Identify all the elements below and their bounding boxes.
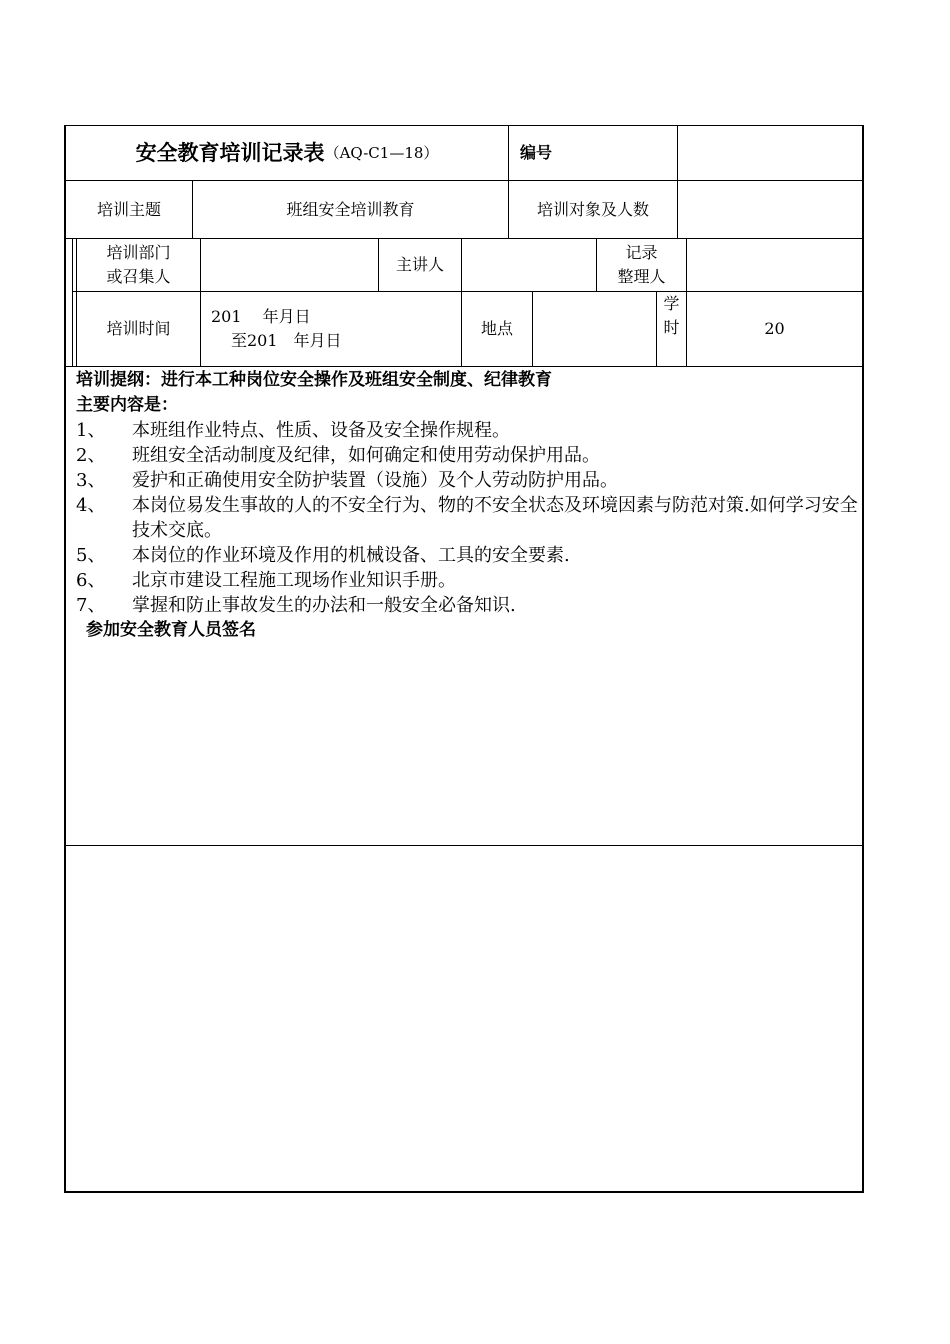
form-code: （AQ-C1—18） [324, 144, 439, 162]
list-item-number: 1、 [76, 420, 106, 441]
form-title [66, 126, 508, 180]
hours-label-line1: 学 [663, 294, 680, 313]
list-item-text: 班组安全活动制度及纪律，如何确定和使用劳动保护用品。 [132, 445, 600, 466]
content-list [76, 418, 861, 618]
number-value[interactable] [678, 126, 862, 180]
hours-value[interactable]: 20 [764, 319, 785, 338]
time-line1: 201 年月日 [211, 307, 311, 326]
hours-label-line2: 时 [663, 318, 680, 337]
list-item-text: 本班组作业特点、性质、设备及安全操作规程。 [132, 420, 510, 441]
dept-label-line1: 培训部门 [106, 243, 171, 262]
time-label: 培训时间 [106, 319, 171, 338]
list-item [76, 468, 861, 493]
list-item-number: 6、 [76, 570, 106, 591]
list-item [76, 493, 861, 543]
list-item-number: 5、 [76, 545, 106, 566]
list-item-text: 本岗位的作业环境及作用的机械设备、工具的安全要素. [132, 545, 570, 566]
speaker-label: 主讲人 [395, 255, 444, 274]
dept-label-line2: 或召集人 [106, 267, 171, 286]
list-item-text: 掌握和防止事故发生的办法和一般安全必备知识. [132, 595, 516, 616]
list-item-number: 3、 [76, 470, 106, 491]
dept-value[interactable] [201, 239, 378, 291]
content-section [76, 368, 861, 643]
audience-value[interactable] [678, 181, 862, 238]
list-item-number: 2、 [76, 445, 106, 466]
main-content-heading: 主要内容是： [76, 395, 178, 415]
dept-label [77, 239, 200, 291]
recorder-label [597, 239, 686, 291]
line-sign [64, 845, 864, 846]
list-item [76, 543, 861, 568]
border-right [862, 125, 864, 1193]
list-item-number: 7、 [76, 595, 106, 616]
signature-heading: 参加安全教育人员签名 [86, 620, 256, 640]
speaker-value[interactable] [462, 239, 596, 291]
number-label: 编号 [519, 143, 552, 162]
list-item [76, 443, 861, 468]
place-label: 地点 [480, 319, 513, 338]
hours-label [657, 292, 686, 342]
recorder-label-line2: 整理人 [617, 267, 666, 286]
recorder-label-line1: 记录 [625, 243, 658, 262]
time-value[interactable] [201, 292, 461, 366]
list-item [76, 593, 861, 618]
list-item [76, 568, 861, 593]
outline-heading: 培训提纲：进行本工种岗位安全操作及班组安全制度、纪律教育 [76, 370, 552, 390]
topic-value[interactable]: 班组安全培训教育 [286, 199, 415, 219]
time-line2: 至201 年月日 [231, 331, 342, 350]
signature-area-extra[interactable] [66, 847, 862, 1190]
form-title-text: 安全教育培训记录表 [135, 141, 325, 165]
topic-label: 培训主题 [96, 199, 161, 219]
list-item-text: 北京市建设工程施工现场作业知识手册。 [132, 570, 456, 591]
recorder-value[interactable] [687, 239, 862, 291]
place-value[interactable] [533, 292, 656, 366]
list-item-text: 本岗位易发生事故的人的不安全行为、物的不安全状态及环境因素与防范对策.如何学习安全技术交底。 [132, 495, 858, 541]
list-item [76, 418, 861, 443]
signature-area[interactable] [66, 640, 862, 844]
border-left-inner [72, 239, 73, 367]
list-item-number: 4、 [76, 495, 106, 516]
audience-label: 培训对象及人数 [536, 199, 649, 219]
line-row4 [64, 366, 864, 367]
list-item-text: 爱护和正确使用安全防护装置（设施）及个人劳动防护用品。 [132, 470, 618, 491]
line-bottom [64, 1191, 864, 1193]
